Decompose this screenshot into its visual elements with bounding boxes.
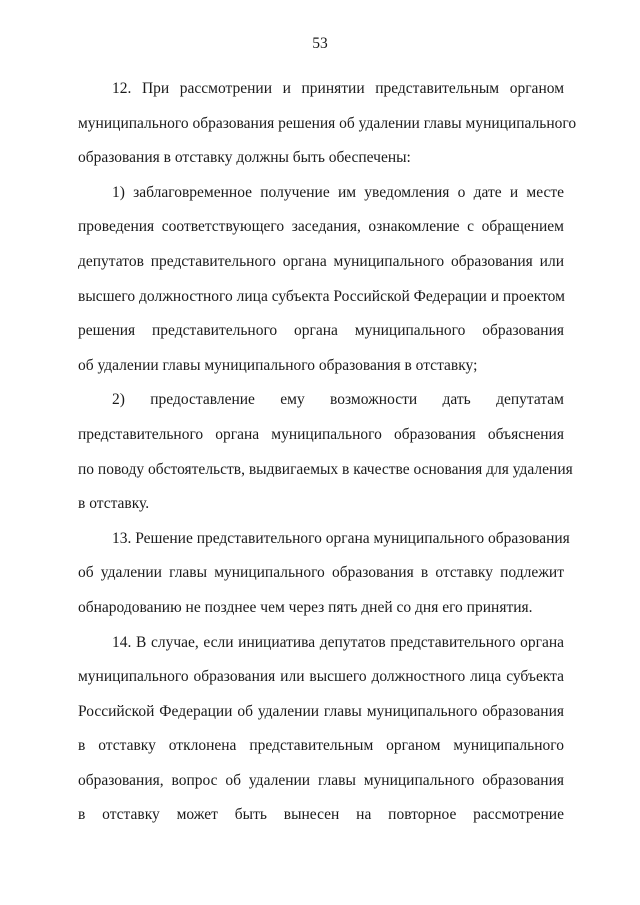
text-line: по поводу обстоятельств, выдвигаемых в качестве основания для удаления <box>78 460 573 478</box>
text-line: 12. При рассмотрении и принятии представительным органом <box>112 80 564 97</box>
text-line: в отставку отклонена представительным органом муниципального <box>78 737 564 755</box>
text-line: депутатов представительного органа муниципального образования или <box>78 252 564 270</box>
text-line: обнародованию не позднее чем через пять дней со дня его принятия. <box>78 598 533 616</box>
text-line: муниципального образования решения об удалении главы муниципального <box>78 114 577 132</box>
text-line: высшего должностного лица субъекта Российской Федерации и проектом <box>78 287 565 305</box>
text-line: 1) заблаговременное получение им уведомления о дате и месте <box>112 183 564 201</box>
page-number: 53 <box>312 35 328 52</box>
text-line: об удалении главы муниципального образования в отставку; <box>78 356 478 374</box>
text-line: Российской Федерации об удалении главы муниципального образования <box>78 702 564 720</box>
text-line: образования, вопрос об удалении главы муниципального образования <box>78 771 564 789</box>
text-line: об удалении главы муниципального образования в отставку подлежит <box>78 564 564 582</box>
text-line: представительного органа муниципального образования объяснения <box>78 425 564 443</box>
text-line: проведения соответствующего заседания, ознакомление с обращением <box>78 218 564 236</box>
text-line: 13. Решение представительного органа муниципального образования <box>112 529 570 547</box>
text-line: муниципального образования или высшего должностного лица субъекта <box>78 668 564 686</box>
text-line: решения представительного органа муниципального образования <box>78 322 564 340</box>
document-body <box>78 72 577 833</box>
text-line: образования в отставку должны быть обеспечены: <box>78 149 411 167</box>
text-line: 14. В случае, если инициатива депутатов представительного органа <box>112 633 564 651</box>
text-line: 2) предоставление ему возможности дать депутатам <box>112 391 564 409</box>
text-line: в отставку. <box>78 495 150 513</box>
text-line: в отставку может быть вынесен на повторное рассмотрение <box>78 806 564 824</box>
